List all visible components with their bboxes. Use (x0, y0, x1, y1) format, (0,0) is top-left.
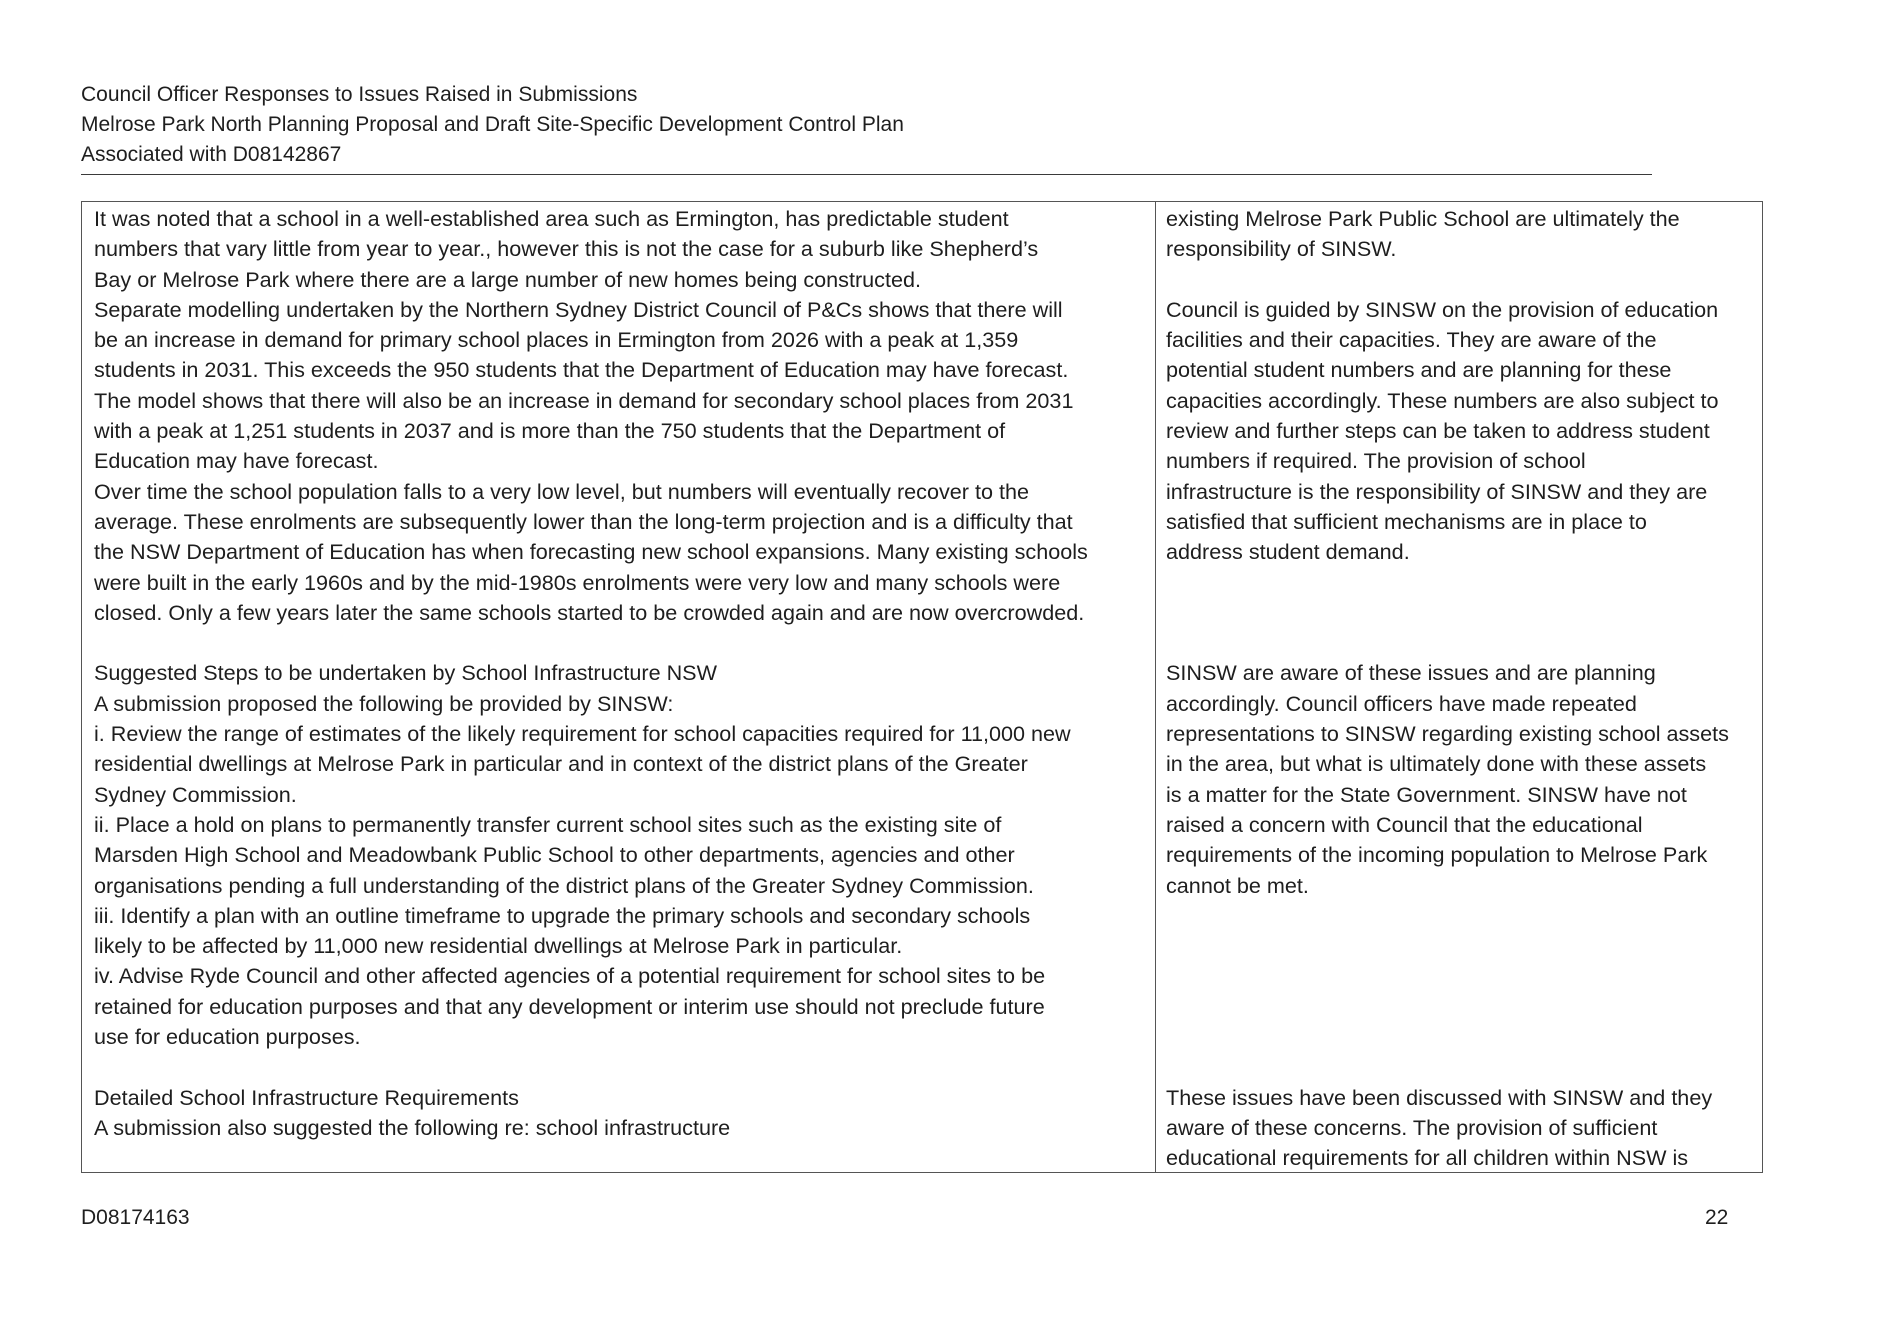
response-text-line: raised a concern with Council that the educational (1166, 811, 1643, 837)
response-text-line: facilities and their capacities. They are aware of the (1166, 327, 1657, 353)
response-column (1156, 202, 1762, 1172)
response-text-line: responsibility of SINSW. (1166, 236, 1397, 262)
issue-text-line: closed. Only a few years later the same schools started to be crowded again and are now overcrowded. (94, 599, 1085, 625)
issue-text-line: The model shows that there will also be an increase in demand for secondary school places from 2031 (94, 387, 1074, 413)
response-text-line: address student demand. (1166, 539, 1410, 565)
header-title: Council Officer Responses to Issues Raised in Submissions (81, 83, 638, 106)
issue-text-line: average. These enrolments are subsequently lower than the long-term projection and is a difficulty that (94, 508, 1073, 534)
response-text-line: These issues have been discussed with SINSW and they (1166, 1084, 1713, 1110)
response-text-line: requirements of the incoming population to Melrose Park (1166, 842, 1708, 868)
response-text-line: aware of these concerns. The provision of sufficient (1166, 1114, 1658, 1140)
issue-text-line: A submission also suggested the following re: school infrastructure (94, 1114, 731, 1140)
issue-text-line: Bay or Melrose Park where there are a large number of new homes being constructed. (94, 266, 921, 292)
response-text-line: educational requirements for all children within NSW is (1166, 1145, 1689, 1171)
issue-text-line: iv. Advise Ryde Council and other affected agencies of a potential requirement for school sites to be (94, 963, 1046, 989)
blank-line (94, 628, 1145, 658)
issue-text-line: were built in the early 1960s and by the mid-1980s enrolments were very low and many schools were (94, 569, 1061, 595)
blank-line (1166, 598, 1756, 628)
issue-column (82, 202, 1156, 1172)
response-text-line: cannot be met. (1166, 872, 1309, 898)
issue-text-line: residential dwellings at Melrose Park in particular and in context of the district plans of the Greater (94, 751, 1028, 777)
blank-line (94, 1052, 1145, 1082)
response-text-line: Council is guided by SINSW on the provision of education (1166, 296, 1719, 322)
issue-text-line: use for education purposes. (94, 1024, 361, 1050)
blank-line (1166, 1052, 1756, 1082)
header-reference: Associated with D08142867 (81, 143, 342, 166)
issue-text-line: Marsden High School and Meadowbank Public School to other departments, agencies and other (94, 842, 1015, 868)
blank-line (1166, 628, 1756, 658)
issue-text-line: A submission proposed the following be provided by SINSW: (94, 690, 674, 716)
response-text-line: review and further steps can be taken to address student (1166, 418, 1710, 444)
page-number: 22 (1705, 1206, 1729, 1229)
issue-text-line: i. Review the range of estimates of the likely requirement for school capacities required for 11,000 new (94, 721, 1071, 747)
issue-text-line: numbers that vary little from year to year., however this is not the case for a suburb like Shepherd’s (94, 236, 1039, 262)
blank-line (1166, 1022, 1756, 1052)
response-text-line: satisfied that sufficient mechanisms are in place to (1166, 508, 1647, 534)
blank-line (1166, 568, 1756, 598)
issue-text-line: with a peak at 1,251 students in 2037 and is more than the 750 students that the Department of (94, 418, 1006, 444)
issue-text-line: iii. Identify a plan with an outline timeframe to upgrade the primary schools and secondary schools (94, 902, 1031, 928)
header-subtitle: Melrose Park North Planning Proposal and Draft Site-Specific Development Control Plan (81, 113, 904, 136)
response-text-line: numbers if required. The provision of school (1166, 448, 1586, 474)
issue-text-line: Education may have forecast. (94, 448, 379, 474)
response-text-line: SINSW are aware of these issues and are planning (1166, 660, 1656, 686)
issue-text-line: be an increase in demand for primary school places in Ermington from 2026 with a peak at 1,359 (94, 327, 1019, 353)
issue-text-line: likely to be affected by 11,000 new residential dwellings at Melrose Park in particular. (94, 933, 903, 959)
issue-text-line: the NSW Department of Education has when forecasting new school expansions. Many existing schools (94, 539, 1088, 565)
document-id: D08174163 (81, 1206, 190, 1229)
response-text-line: infrastructure is the responsibility of SINSW and they are (1166, 478, 1708, 504)
response-text-line: is a matter for the State Government. SINSW have not (1166, 781, 1687, 807)
issue-text-line: Sydney Commission. (94, 781, 297, 807)
blank-line (1166, 961, 1756, 991)
issue-text-line: ii. Place a hold on plans to permanently transfer current school sites such as the existing site of (94, 811, 1002, 837)
page-header (81, 80, 1652, 175)
blank-line (1166, 992, 1756, 1022)
issue-text-line: students in 2031. This exceeds the 950 students that the Department of Education may have forecast. (94, 357, 1069, 383)
response-text-line: potential student numbers and are planning for these (1166, 357, 1672, 383)
response-text-line: capacities accordingly. These numbers are also subject to (1166, 387, 1719, 413)
issue-text-line: Detailed School Infrastructure Requirements (94, 1084, 519, 1110)
issue-text-line: organisations pending a full understanding of the district plans of the Greater Sydney Commission. (94, 872, 1034, 898)
response-text-line: existing Melrose Park Public School are ultimately the (1166, 206, 1680, 231)
response-text-line: accordingly. Council officers have made repeated (1166, 690, 1637, 716)
blank-line (1166, 931, 1756, 961)
submissions-table (81, 201, 1763, 1173)
issue-text-line: It was noted that a school in a well-established area such as Ermington, has predictable student (94, 206, 1009, 231)
blank-line (1166, 265, 1756, 295)
issue-text-line: Suggested Steps to be undertaken by School Infrastructure NSW (94, 660, 717, 686)
response-text-line: representations to SINSW regarding existing school assets (1166, 721, 1729, 747)
issue-text-line: Separate modelling undertaken by the Northern Sydney District Council of P&Cs shows that there will (94, 296, 1063, 322)
response-text-line: in the area, but what is ultimately done with these assets (1166, 751, 1707, 777)
blank-line (1166, 901, 1756, 931)
issue-text-line: retained for education purposes and that any development or interim use should not preclude future (94, 993, 1045, 1019)
issue-text-line: Over time the school population falls to a very low level, but numbers will eventually recover to the (94, 478, 1029, 504)
